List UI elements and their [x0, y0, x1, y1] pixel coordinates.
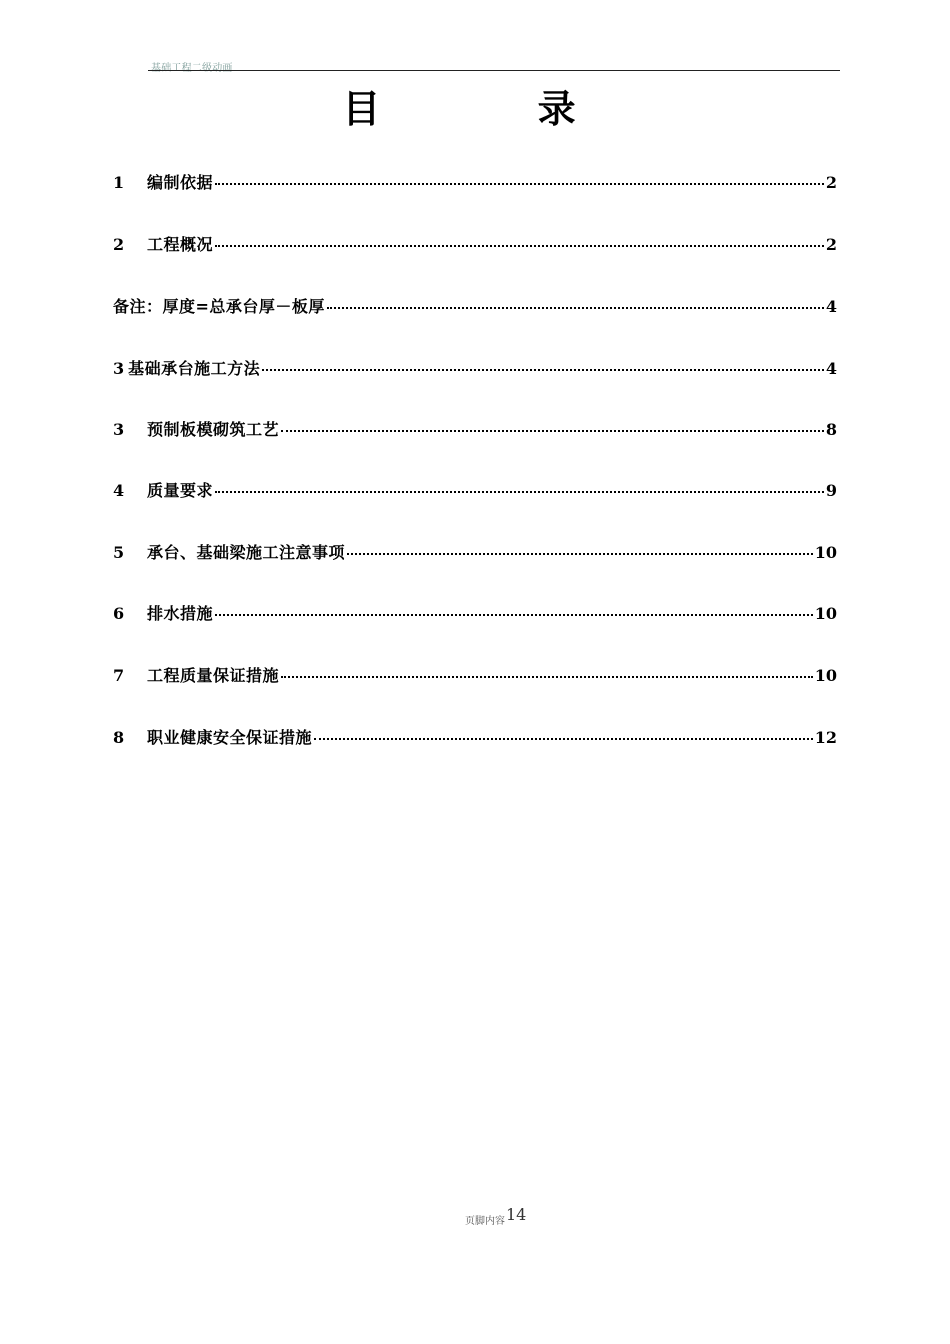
toc-entry[interactable]	[113, 540, 837, 570]
toc-entry-page: 10	[814, 604, 837, 623]
dot-leader	[327, 307, 824, 309]
toc-entry-page: 12	[814, 728, 837, 747]
toc-entry[interactable]	[113, 170, 837, 200]
toc-entry-title: 编制依据	[147, 173, 214, 192]
toc-entry[interactable]	[113, 663, 837, 693]
dot-leader	[215, 491, 824, 493]
dot-leader	[262, 369, 824, 371]
dot-leader	[281, 430, 824, 432]
toc-entry-number: 5	[113, 543, 125, 562]
dot-leader	[347, 553, 813, 555]
toc-entry-title: 排水措施	[147, 604, 214, 623]
toc-entry-number: 7	[113, 666, 125, 685]
toc-entry[interactable]	[113, 601, 837, 631]
toc-entry-title: 预制板模砌筑工艺	[147, 420, 280, 439]
toc-entry-number: 3	[113, 420, 125, 439]
toc-entry[interactable]	[113, 294, 837, 324]
toc-entry-page: 10	[814, 543, 837, 562]
toc-entry[interactable]	[113, 417, 837, 447]
toc-entry-number: 3	[113, 359, 125, 378]
toc-entry-page: 2	[825, 173, 837, 192]
toc-entry[interactable]	[113, 356, 837, 386]
toc-entry-page: 8	[825, 420, 837, 439]
toc-entry[interactable]	[113, 725, 837, 755]
dot-leader	[215, 245, 824, 247]
footer-page-number: 14	[506, 1205, 527, 1224]
toc-entry-title: 工程质量保证措施	[147, 666, 280, 685]
toc-entry-page: 4	[825, 359, 837, 378]
toc-entry-title: 质量要求	[147, 481, 214, 500]
toc-entry-number: 6	[113, 604, 125, 623]
page-footer	[465, 1205, 527, 1230]
toc-entry[interactable]	[113, 478, 837, 508]
toc-entry-title: 职业健康安全保证措施	[147, 728, 313, 747]
toc-entry-title: 承台、基础梁施工注意事项	[147, 543, 346, 562]
toc-entry-page: 4	[825, 297, 837, 316]
toc-entry-page: 10	[814, 666, 837, 685]
footer-text: 页脚内容	[465, 1216, 505, 1227]
dot-leader	[281, 676, 813, 678]
toc-entry-number: 8	[113, 728, 125, 747]
toc-entry-title: 基础承台施工方法	[128, 359, 261, 378]
dot-leader	[314, 738, 813, 740]
toc-title: 目 录	[342, 87, 648, 131]
toc-entry[interactable]	[113, 232, 837, 262]
dot-leader	[215, 614, 813, 616]
toc-entry-title: 工程概况	[147, 235, 214, 254]
toc-entry-number: 2	[113, 235, 125, 254]
toc-entry-title: 备注：厚度=总承台厚－板厚	[113, 297, 325, 316]
dot-leader	[215, 183, 824, 185]
toc-entry-number: 1	[113, 173, 125, 192]
toc-entry-page: 9	[825, 481, 837, 500]
toc-entry-number: 4	[113, 481, 125, 500]
running-header: 基础工程二级动画	[151, 63, 233, 74]
toc-entry-page: 2	[825, 235, 837, 254]
header-divider	[148, 70, 840, 71]
